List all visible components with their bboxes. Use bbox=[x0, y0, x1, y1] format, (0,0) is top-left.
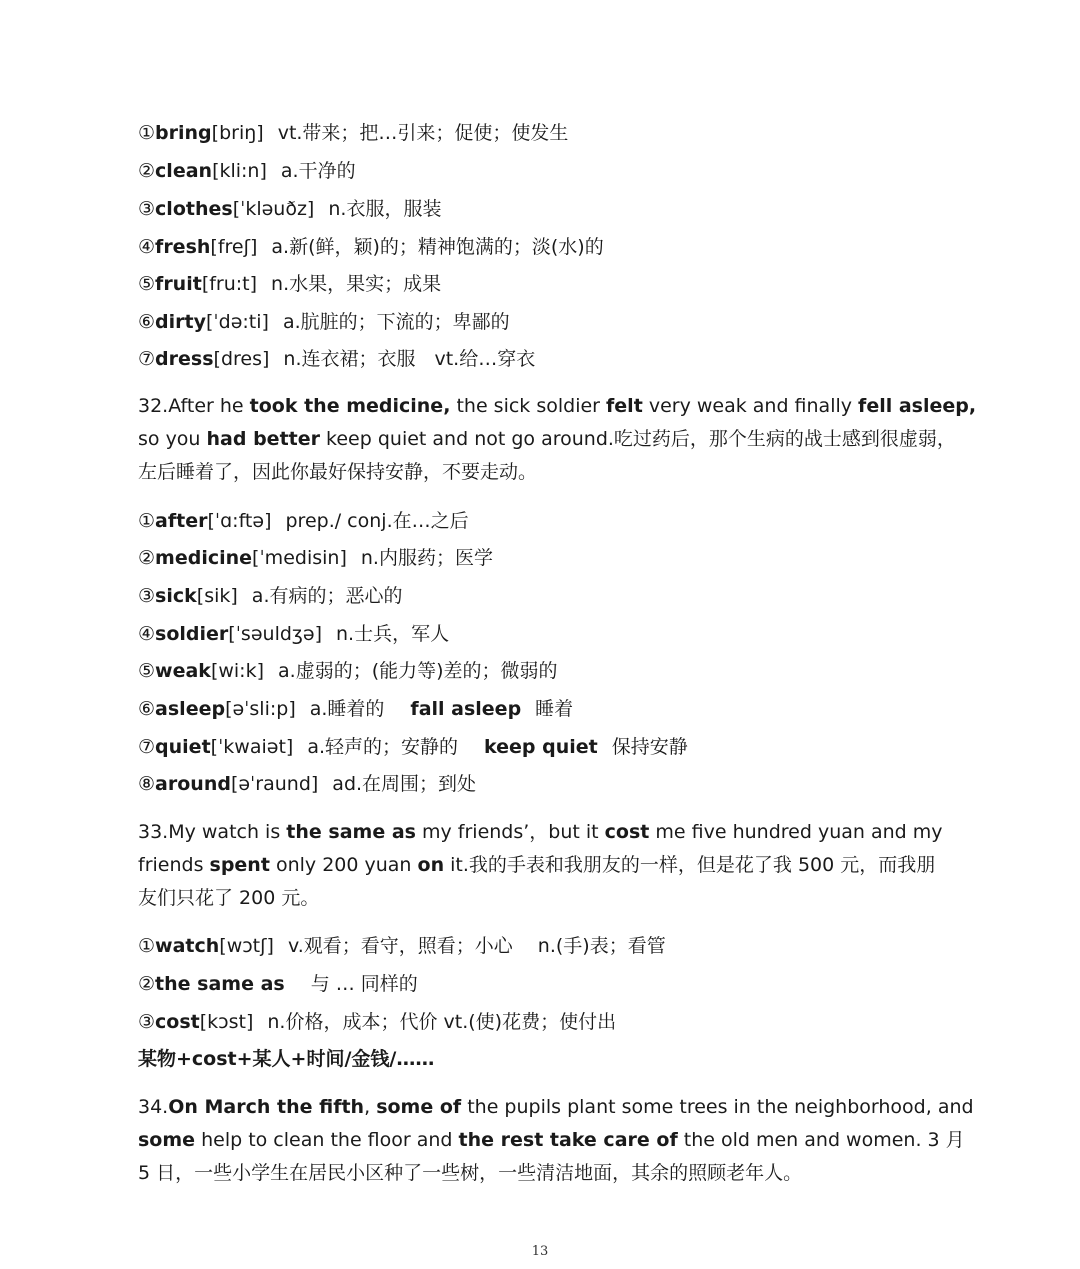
vocab-item: ④soldier[ˈsəuldʒə] n.士兵，军人 bbox=[138, 623, 450, 645]
vocab-item: ⑥dirty[ˈdə:ti] a.肮脏的；下流的；卑鄙的 bbox=[138, 311, 510, 333]
vocab-item: ③sick[sik] a.有病的；恶心的 bbox=[138, 585, 403, 607]
vocab-item: ④fresh[freʃ] a.新(鲜，颖)的；精神饱满的；淡(水)的 bbox=[138, 236, 604, 258]
usage-pattern: 某物+cost+某人+时间/金钱/…… bbox=[138, 1048, 435, 1070]
vocab-item: ⑥asleep[əˈsli:p] a.睡着的 fall asleep 睡着 bbox=[138, 698, 574, 720]
vocab-item: ①bring[briŋ] vt.带来；把…引来；促使；使发生 bbox=[138, 122, 569, 144]
sentence-34: 34.On March the fifth, some of the pupils plant some trees in the neighborhood, and some help to clean the floor and the rest take care of the old men and women. 3 月 5 日，一些小学生在居民小区种了一些树，一些清洁地面，其余的照顾老年人。 bbox=[138, 1096, 974, 1184]
vocab-item: ①after[ˈɑ:ftə] prep./ conj.在…之后 bbox=[138, 510, 469, 532]
vocab-item: ③cost[kɔst] n.价格，成本；代价 vt.(使)花费；使付出 bbox=[138, 1011, 617, 1033]
vocab-item: ①watch[wɔtʃ] v.观看；看守，照看；小心 n.(手)表；看管 bbox=[138, 935, 666, 957]
vocab-item: ⑧around[əˈraund] ad.在周围；到处 bbox=[138, 773, 477, 795]
sentence-33: 33.My watch is the same as my friends’，but it cost me five hundred yuan and my friends spent only 200 yuan on it.我的手表和我朋友的一样，但是花了我 500 元，而我朋 友们只花了 200 元。 bbox=[138, 821, 943, 909]
sentence-32: 32.After he took the medicine, the sick soldier felt very weak and finally fell asleep, so you had better keep quiet and not go around.吃过药后，那个生病的战士感到很虚弱， 左后睡着了，因此你最好保持安静，不要走动。 bbox=[138, 395, 977, 483]
vocab-item: ⑤fruit[fru:t] n.水果，果实；成果 bbox=[138, 273, 442, 295]
vocab-item: ②clean[kli:n] a.干净的 bbox=[138, 160, 356, 182]
vocab-item: ⑦dress[dres] n.连衣裙；衣服 vt.给…穿衣 bbox=[138, 348, 536, 370]
vocab-item: ②the same as 与 … 同样的 bbox=[138, 973, 418, 995]
vocab-item: ③clothes[ˈkləuðz] n.衣服，服装 bbox=[138, 198, 442, 220]
vocab-item: ②medicine[ˈmedisin] n.内服药；医学 bbox=[138, 547, 493, 569]
vocab-item: ⑤weak[wi:k] a.虚弱的；(能力等)差的；微弱的 bbox=[138, 660, 558, 682]
vocab-item: ⑦quiet[ˈkwaiət] a.轻声的；安静的 keep quiet 保持安静 bbox=[138, 736, 688, 758]
page-number: 13 bbox=[531, 1244, 549, 1259]
